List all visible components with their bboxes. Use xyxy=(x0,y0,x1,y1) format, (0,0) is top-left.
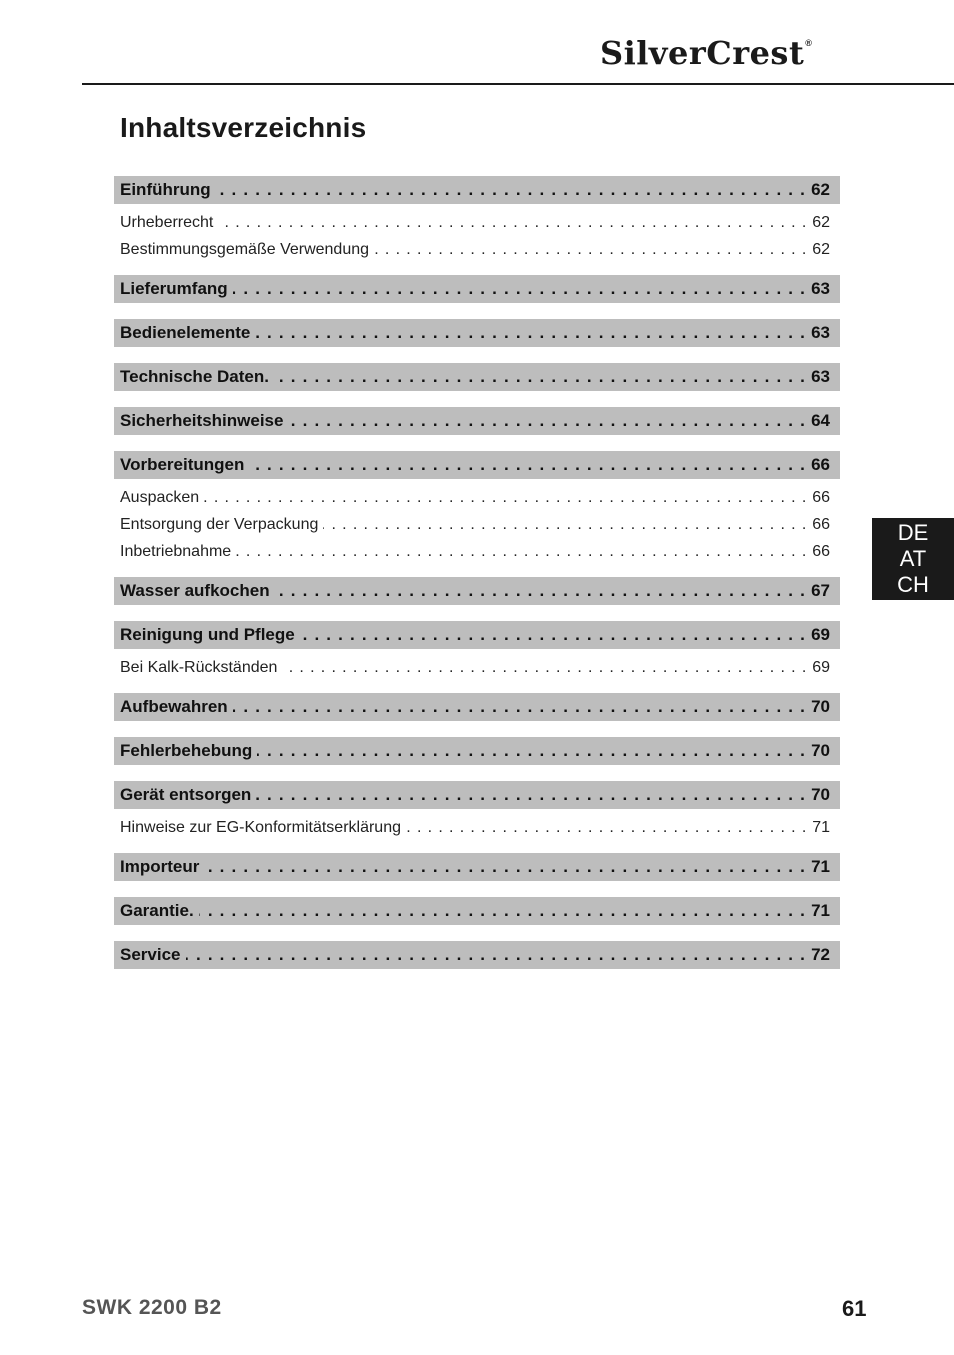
language-at: AT xyxy=(899,546,927,571)
toc-heading-entry[interactable] xyxy=(114,319,840,347)
leader-dots xyxy=(199,901,806,921)
toc-section xyxy=(114,275,840,303)
table-of-contents xyxy=(114,176,840,985)
leader-dots xyxy=(274,367,806,387)
leader-dots xyxy=(282,659,807,677)
toc-heading-page: 62 xyxy=(811,180,830,199)
toc-sub-entry[interactable] xyxy=(114,814,840,841)
toc-heading-label: Reinigung und Pflege xyxy=(120,625,295,644)
toc-section xyxy=(114,941,840,969)
toc-heading-label: Importeur xyxy=(120,857,200,876)
toc-sub-page: 62 xyxy=(812,213,830,231)
leader-dots xyxy=(255,323,806,343)
leader-dots xyxy=(204,489,807,507)
toc-sub-label: Inbetriebnahme xyxy=(120,542,232,560)
toc-section xyxy=(114,897,840,925)
toc-section xyxy=(114,363,840,391)
toc-heading-label: Einführung xyxy=(120,180,211,199)
toc-section xyxy=(114,737,840,765)
leader-dots xyxy=(218,214,807,232)
brand-logo: SilverCrest® xyxy=(600,34,813,72)
toc-heading-page: 67 xyxy=(811,581,830,600)
toc-section xyxy=(114,319,840,347)
toc-heading-page: 70 xyxy=(811,697,830,716)
language-ch: CH xyxy=(897,572,929,597)
toc-heading-label: Vorbereitungen xyxy=(120,455,245,474)
toc-sub-label: Hinweise zur EG-Konformitätserklärung xyxy=(120,818,401,836)
leader-dots xyxy=(275,581,806,601)
toc-heading-label: Lieferumfang xyxy=(120,279,228,298)
toc-heading-label: Technische Daten. xyxy=(120,367,269,386)
toc-heading-entry[interactable] xyxy=(114,941,840,969)
toc-heading-entry[interactable] xyxy=(114,275,840,303)
toc-sub-page: 66 xyxy=(812,515,830,533)
toc-heading-page: 71 xyxy=(811,901,830,920)
toc-heading-entry[interactable] xyxy=(114,577,840,605)
leader-dots xyxy=(204,857,806,877)
toc-sub-label: Entsorgung der Verpackung xyxy=(120,515,319,533)
language-tab xyxy=(872,518,954,600)
toc-heading-page: 66 xyxy=(811,455,830,474)
leader-dots xyxy=(233,697,806,717)
toc-heading-label: Gerät entsorgen xyxy=(120,785,252,804)
toc-heading-label: Fehlerbehebung xyxy=(120,741,253,760)
toc-section xyxy=(114,693,840,721)
toc-heading-page: 63 xyxy=(811,279,830,298)
leader-dots xyxy=(216,180,806,200)
toc-sub-entry[interactable] xyxy=(114,511,840,538)
toc-heading-page: 69 xyxy=(811,625,830,644)
toc-heading-label: Garantie. xyxy=(120,901,194,920)
leader-dots xyxy=(323,516,807,534)
toc-heading-label: Sicherheitshinweise xyxy=(120,411,284,430)
toc-heading-entry[interactable] xyxy=(114,451,840,479)
toc-heading-entry[interactable] xyxy=(114,363,840,391)
toc-heading-entry[interactable] xyxy=(114,897,840,925)
toc-heading-page: 64 xyxy=(811,411,830,430)
toc-heading-label: Wasser aufkochen xyxy=(120,581,270,600)
toc-heading-entry[interactable] xyxy=(114,781,840,809)
toc-section xyxy=(114,577,840,605)
language-de: DE xyxy=(897,520,929,545)
leader-dots xyxy=(406,819,807,837)
leader-dots xyxy=(300,625,806,645)
toc-sub-page: 71 xyxy=(812,818,830,836)
toc-heading-entry[interactable] xyxy=(114,737,840,765)
toc-sub-entry[interactable] xyxy=(114,484,840,511)
leader-dots xyxy=(236,543,807,561)
toc-heading-page: 70 xyxy=(811,785,830,804)
toc-section xyxy=(114,451,840,565)
footer-page-number: 61 xyxy=(842,1296,867,1321)
toc-sub-page: 66 xyxy=(812,542,830,560)
toc-sub-entry[interactable] xyxy=(114,654,840,681)
toc-section xyxy=(114,781,840,841)
toc-heading-page: 71 xyxy=(811,857,830,876)
toc-sub-label: Bei Kalk-Rückständen xyxy=(120,658,278,676)
leader-dots xyxy=(257,741,806,761)
toc-section xyxy=(114,853,840,881)
toc-sub-entry[interactable] xyxy=(114,538,840,565)
leader-dots xyxy=(249,455,806,475)
toc-heading-page: 70 xyxy=(811,741,830,760)
toc-heading-page: 63 xyxy=(811,323,830,342)
toc-sub-page: 62 xyxy=(812,240,830,258)
toc-section xyxy=(114,407,840,435)
toc-sub-page: 66 xyxy=(812,488,830,506)
toc-sub-page: 69 xyxy=(812,658,830,676)
toc-heading-label: Bedienelemente xyxy=(120,323,251,342)
toc-heading-label: Service xyxy=(120,945,181,964)
page-title: Inhaltsverzeichnis xyxy=(120,112,367,143)
toc-heading-entry[interactable] xyxy=(114,407,840,435)
toc-section xyxy=(114,621,840,681)
leader-dots xyxy=(374,241,807,259)
leader-dots xyxy=(233,279,806,299)
toc-sub-entry[interactable] xyxy=(114,236,840,263)
toc-sub-label: Auspacken xyxy=(120,488,200,506)
toc-heading-page: 72 xyxy=(811,945,830,964)
toc-sub-label: Bestimmungsgemäße Verwendung xyxy=(120,240,370,258)
leader-dots xyxy=(256,785,806,805)
toc-heading-entry[interactable] xyxy=(114,693,840,721)
leader-dots xyxy=(186,945,807,965)
toc-heading-entry[interactable] xyxy=(114,621,840,649)
toc-heading-page: 63 xyxy=(811,367,830,386)
leader-dots xyxy=(288,411,806,431)
toc-section xyxy=(114,176,840,263)
toc-heading-entry[interactable] xyxy=(114,853,840,881)
header-rule xyxy=(82,83,954,85)
footer-model: SWK 2200 B2 xyxy=(82,1296,222,1319)
toc-sub-entry[interactable] xyxy=(114,209,840,236)
toc-heading-entry[interactable] xyxy=(114,176,840,204)
toc-heading-label: Aufbewahren xyxy=(120,697,228,716)
toc-sub-label: Urheberrecht xyxy=(120,213,214,231)
